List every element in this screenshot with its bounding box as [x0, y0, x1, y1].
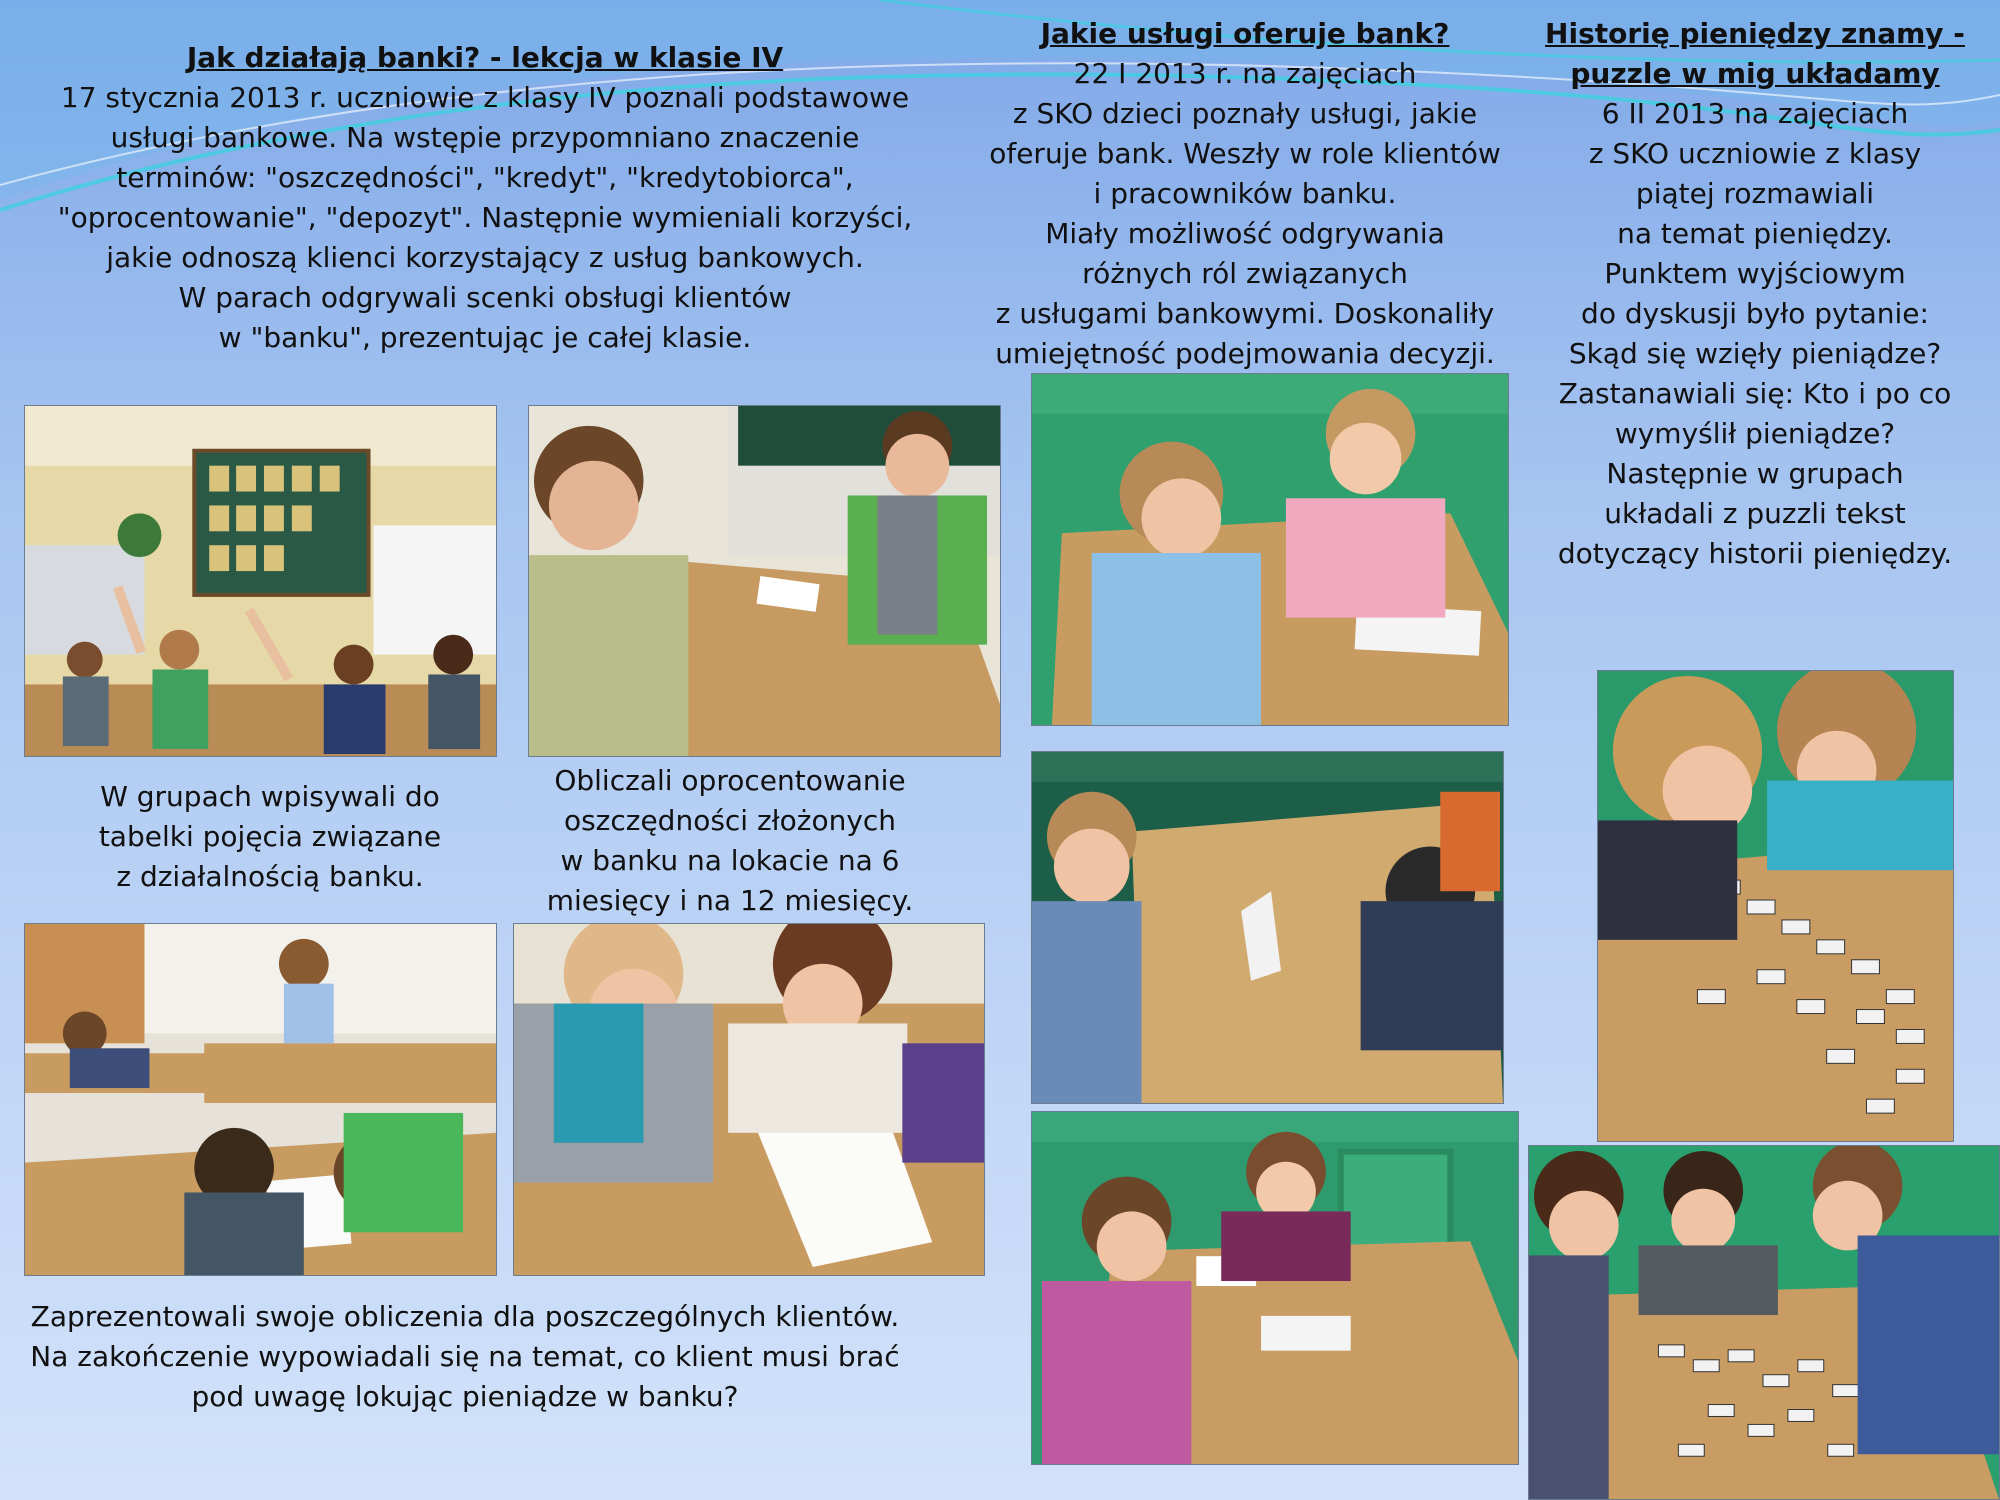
photo-girls-calculating	[513, 923, 985, 1276]
section-money-history	[1535, 14, 1975, 574]
section-bank-lesson-title: Jak działają banki? - lekcja w klasie IV	[186, 41, 784, 74]
caption-groups-table: W grupach wpisywali do tabelki pojęcia związane z działalnością banku.	[98, 780, 442, 893]
photo-boys-puzzle	[1528, 1145, 2000, 1500]
section-bank-services-title: Jakie usługi oferuje bank?	[1040, 17, 1450, 50]
photo-classroom-raised-hands	[24, 405, 497, 757]
section-bank-services-body: 22 I 2013 r. na zajęciach z SKO dzieci poznały usługi, jakie oferuje bank. Weszły w role klientów i pracowników banku. Miały możliwość odgrywania różnych ról związanych z usługami bankowymi. Doskonaliły umiejętność podejmowania decyzji.	[989, 57, 1501, 370]
section-bank-services	[975, 14, 1515, 374]
photo-boys-writing	[1031, 751, 1504, 1104]
photo-two-boys-desk	[528, 405, 1001, 757]
photo-two-girls-top	[1031, 373, 1509, 726]
section-bank-lesson-body: 17 stycznia 2013 r. uczniowie z klasy IV poznali podstawowe usługi bankowe. Na wstępie przypomniano znaczenie terminów: "oszczędności", "kredyt", "kredytobiorca", "oprocentowanie", "depozyt". Następnie wymieniali korzyści, jakie odnoszą klienci korzystający z usług bankowych. W parach odgrywali scenki obsługi klientów w "banku", prezentując je całej klasie.	[57, 81, 913, 354]
section-money-history-title: Historię pieniędzy znamy - puzzle w mig układamy	[1545, 17, 1965, 90]
section-money-history-body: 6 II 2013 na zajęciach z SKO uczniowie z klasy piątej rozmawiali na temat pieniędzy. Punktem wyjściowym do dyskusji było pytanie: Skąd się wzięły pieniądze? Zastanawiali się: Kto i po co wymyślił pieniądze? Następnie w grupach układali z puzzli tekst dotyczący historii pieniędzy.	[1557, 97, 1953, 570]
caption-presentation: Zaprezentowali swoje obliczenia dla poszczególnych klientów. Na zakończenie wypowiadali się na temat, co klient musi brać pod uwagę lokując pieniądze w banku?	[30, 1300, 900, 1413]
photo-classroom-writing	[24, 923, 497, 1276]
section-bank-lesson	[55, 38, 915, 358]
photo-girls-puzzle	[1597, 670, 1954, 1142]
photo-girls-desk-bottom	[1031, 1111, 1519, 1465]
caption-interest: Obliczali oprocentowanie oszczędności złożonych w banku na lokacie na 6 miesięcy i na 12 miesięcy.	[546, 764, 914, 917]
